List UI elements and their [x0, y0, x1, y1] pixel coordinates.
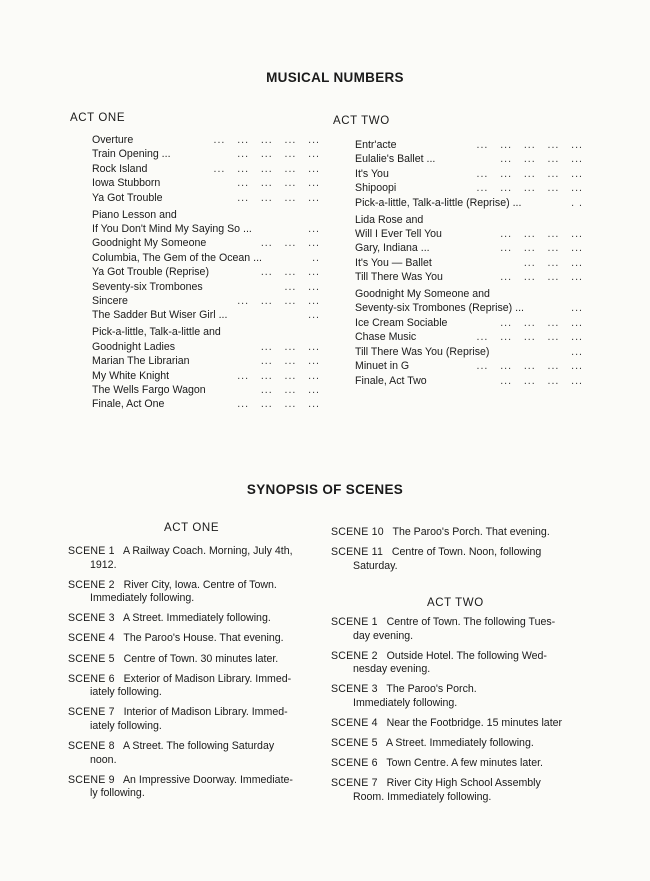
- synopsis-act-two-heading: ACT TWO: [427, 597, 484, 609]
- dot-leader: ... ... ... ...: [237, 177, 320, 190]
- song-item: [355, 152, 583, 166]
- scene-description: A Street. The following Saturday: [122, 740, 275, 753]
- song-item: [92, 176, 320, 190]
- dot-leader: ... ... ... ...: [500, 316, 583, 329]
- song-item: [92, 133, 320, 147]
- scene-number: SCENE 7: [331, 777, 378, 790]
- song-item: [92, 191, 320, 205]
- act-two-scene-list: [331, 616, 583, 811]
- song-item: [355, 181, 583, 195]
- scene-item: [331, 737, 583, 751]
- song-item: [92, 162, 320, 176]
- scene-item: [331, 683, 583, 710]
- dot-leader: ...: [571, 345, 583, 358]
- song-title: Finale, Act One: [92, 398, 165, 411]
- scene-item: [331, 526, 583, 540]
- scene-number: SCENE 8: [68, 740, 115, 753]
- scene-item: [331, 717, 583, 731]
- dot-leader: ... ... ... ... ...: [213, 134, 320, 146]
- scene-item: [331, 777, 583, 804]
- scene-description: Town Centre. A few minutes later.: [386, 757, 544, 770]
- scene-description: Outside Hotel. The following Wed-: [386, 649, 547, 662]
- song-title: Pick-a-little, Talk-a-little and: [92, 326, 221, 339]
- song-item: [355, 167, 583, 181]
- scene-item: [68, 673, 323, 700]
- song-item: [355, 359, 583, 373]
- song-item: [92, 354, 320, 368]
- scene-item: [68, 632, 323, 646]
- dot-leader: ... ... ... ...: [237, 369, 320, 382]
- scene-number: SCENE 7: [68, 706, 115, 719]
- song-item: [92, 265, 320, 279]
- song-item: [355, 196, 583, 210]
- scene-description-continued: Immediately following.: [353, 696, 458, 709]
- scene-description: The Paroo's Porch.: [386, 683, 477, 696]
- song-item: [92, 383, 320, 397]
- song-title: Goodnight My Someone and: [355, 288, 490, 301]
- scene-description-continued: Room. Immediately following.: [353, 790, 492, 803]
- song-title: Eulalie's Ballet ...: [355, 153, 436, 166]
- dot-leader: ... ... ... ... ...: [476, 167, 583, 180]
- dot-leader: ...: [571, 302, 583, 315]
- song-item: [355, 241, 583, 255]
- act-one-scene-list: [68, 545, 323, 807]
- scene-number: SCENE 3: [68, 612, 115, 625]
- scene-description: Exterior of Madison Library. Immed-: [123, 672, 292, 685]
- dot-leader: ...: [308, 309, 320, 322]
- scene-description-continued: day evening.: [353, 629, 414, 642]
- scene-description-continued: 1912.: [90, 558, 117, 571]
- song-item: [355, 138, 583, 152]
- song-title: Seventy-six Trombones: [92, 280, 203, 293]
- scene-description-continued: noon.: [90, 753, 117, 766]
- scene-item: [68, 545, 323, 572]
- synopsis-title: SYNOPSIS OF SCENES: [246, 482, 404, 497]
- dot-leader: ... ... ... ...: [500, 242, 583, 255]
- song-item: [92, 397, 320, 411]
- scene-description-continued: ly following.: [90, 787, 145, 800]
- dot-leader: ... ... ... ...: [237, 191, 320, 204]
- scene-description-continued: Immediately following.: [90, 592, 195, 605]
- act-two-song-list: [355, 138, 583, 388]
- dot-leader: ... ... ... ...: [500, 227, 583, 240]
- song-title: It's You — Ballet: [355, 256, 432, 269]
- song-item: [355, 374, 583, 388]
- song-title: Goodnight My Someone: [92, 237, 207, 250]
- dot-leader: ... ... ... ... ...: [213, 162, 320, 175]
- dot-leader: ... ... ... ...: [237, 148, 320, 161]
- song-title: Sincere: [92, 294, 128, 307]
- song-title: Gary, Indiana ...: [355, 242, 430, 255]
- song-title: Ice Cream Sociable: [355, 316, 448, 329]
- synopsis-act-one-heading: ACT ONE: [164, 522, 220, 534]
- scene-number: SCENE 4: [68, 632, 115, 645]
- song-item: [355, 270, 583, 284]
- song-title: My White Knight: [92, 369, 170, 382]
- song-item: [355, 256, 583, 270]
- song-title: Ya Got Trouble: [92, 191, 163, 204]
- song-item: [355, 345, 583, 359]
- song-item: [355, 287, 583, 316]
- scene-number: SCENE 6: [331, 757, 378, 770]
- dot-leader: ... ... ... ... ...: [476, 360, 583, 373]
- scene-item: [68, 653, 323, 667]
- song-title: Will I Ever Tell You: [355, 227, 442, 240]
- scene-description: A Railway Coach. Morning, July 4th,: [122, 545, 293, 557]
- scene-description: Near the Footbridge. 15 minutes later: [386, 717, 563, 730]
- scene-description: The Paroo's House. That evening.: [123, 632, 284, 645]
- song-title: Lida Rose and: [355, 213, 424, 226]
- dot-leader: ... ... ... ...: [237, 398, 320, 411]
- song-title: Marian The Librarian: [92, 355, 190, 368]
- song-item: [355, 213, 583, 242]
- song-title: If You Don't Mind My Saying So ...: [92, 222, 252, 235]
- song-title: It's You: [355, 167, 389, 180]
- scene-description: Interior of Madison Library. Immed-: [123, 706, 288, 719]
- scene-description: River City High School Assembly: [386, 777, 541, 790]
- song-title: Pick-a-little, Talk-a-little (Reprise) ...: [355, 196, 522, 209]
- scene-description: Centre of Town. 30 minutes later.: [123, 652, 279, 665]
- song-title: Entr'acte: [355, 139, 397, 151]
- scene-number: SCENE 2: [331, 649, 378, 662]
- song-item: [355, 330, 583, 344]
- scene-number: SCENE 1: [331, 616, 378, 628]
- dot-leader: . .: [571, 196, 583, 209]
- scene-number: SCENE 4: [331, 717, 378, 730]
- song-title: The Sadder But Wiser Girl ...: [92, 309, 228, 322]
- song-item: [92, 236, 320, 250]
- song-item: [92, 208, 320, 237]
- scene-item: [68, 706, 323, 733]
- dot-leader: ...: [308, 222, 320, 235]
- scene-item: [331, 616, 583, 643]
- scene-number: SCENE 5: [68, 652, 115, 665]
- scene-description: River City, Iowa. Centre of Town.: [123, 578, 277, 591]
- scene-description-continued: nesday evening.: [353, 663, 431, 676]
- song-item: [355, 316, 583, 330]
- song-title: Overture: [92, 134, 134, 146]
- song-item: [92, 369, 320, 383]
- scene-number: SCENE 11: [331, 546, 384, 559]
- song-title: Ya Got Trouble (Reprise): [92, 266, 209, 279]
- song-title: Goodnight Ladies: [92, 340, 176, 353]
- song-item: [92, 251, 320, 265]
- scene-description-continued: iately following.: [90, 719, 162, 732]
- scene-number: SCENE 6: [68, 672, 115, 685]
- dot-leader: ... ... ...: [260, 355, 320, 368]
- scene-description: An Impressive Doorway. Immediate-: [122, 773, 293, 786]
- scene-item: [68, 612, 323, 626]
- song-title: Rock Island: [92, 162, 148, 175]
- song-item: [92, 147, 320, 161]
- dot-leader: ... ... ... ... ...: [476, 331, 583, 344]
- dot-leader: ..: [312, 251, 320, 264]
- dot-leader: ... ... ... ...: [237, 294, 320, 307]
- dot-leader: ... ... ...: [260, 383, 320, 396]
- act-one-scene-list-continued: [331, 526, 583, 580]
- song-item: [92, 308, 320, 322]
- scene-number: SCENE 3: [331, 683, 378, 696]
- scene-description: Centre of Town. Noon, following: [391, 546, 542, 559]
- musical-numbers-act-one-heading: ACT ONE: [70, 112, 126, 124]
- song-title: Till There Was You: [355, 271, 443, 284]
- scene-number: SCENE 9: [68, 773, 115, 786]
- song-title: Finale, Act Two: [355, 374, 427, 387]
- scene-description-continued: iately following.: [90, 686, 162, 699]
- scene-item: [331, 650, 583, 677]
- scene-description-continued: Saturday.: [353, 559, 398, 572]
- song-item: [92, 280, 320, 294]
- song-title: Till There Was You (Reprise): [355, 345, 490, 358]
- song-item: [92, 325, 320, 354]
- dot-leader: ... ... ...: [260, 266, 320, 279]
- dot-leader: ... ... ...: [523, 256, 583, 269]
- act-one-song-list: [92, 133, 320, 412]
- scene-description: A Street. Immediately following.: [385, 737, 534, 750]
- song-title: Iowa Stubborn: [92, 177, 161, 190]
- dot-leader: ... ... ...: [260, 237, 320, 250]
- dot-leader: ... ... ...: [260, 340, 320, 353]
- song-title: Train Opening ...: [92, 148, 171, 161]
- scene-item: [331, 546, 583, 573]
- scene-item: [68, 740, 323, 767]
- dot-leader: ... ...: [284, 280, 320, 293]
- scene-number: SCENE 1: [68, 545, 115, 557]
- scene-number: SCENE 5: [331, 737, 378, 750]
- song-title: Minuet in G: [355, 360, 410, 373]
- musical-numbers-act-two-heading: ACT TWO: [333, 115, 390, 127]
- dot-leader: ... ... ... ... ...: [476, 139, 583, 151]
- song-title: Seventy-six Trombones (Reprise) ...: [355, 302, 524, 315]
- dot-leader: ... ... ... ...: [500, 271, 583, 284]
- dot-leader: ... ... ... ...: [500, 374, 583, 387]
- scene-number: SCENE 10: [331, 526, 384, 538]
- song-title: Shipoopi: [355, 182, 397, 195]
- scene-description: Centre of Town. The following Tues-: [386, 616, 556, 628]
- song-title: Columbia, The Gem of the Ocean ...: [92, 251, 262, 264]
- scene-item: [68, 579, 323, 606]
- scene-description: The Paroo's Porch. That evening.: [392, 526, 550, 538]
- song-title: Chase Music: [355, 331, 417, 344]
- scene-number: SCENE 2: [68, 578, 115, 591]
- scene-item: [68, 774, 323, 801]
- song-title: Piano Lesson and: [92, 208, 177, 221]
- musical-numbers-title: MUSICAL NUMBERS: [266, 70, 404, 85]
- dot-leader: ... ... ... ...: [500, 153, 583, 166]
- song-title: The Wells Fargo Wagon: [92, 383, 206, 396]
- scene-item: [331, 757, 583, 771]
- dot-leader: ... ... ... ... ...: [476, 182, 583, 195]
- song-item: [92, 294, 320, 308]
- scene-description: A Street. Immediately following.: [122, 612, 271, 625]
